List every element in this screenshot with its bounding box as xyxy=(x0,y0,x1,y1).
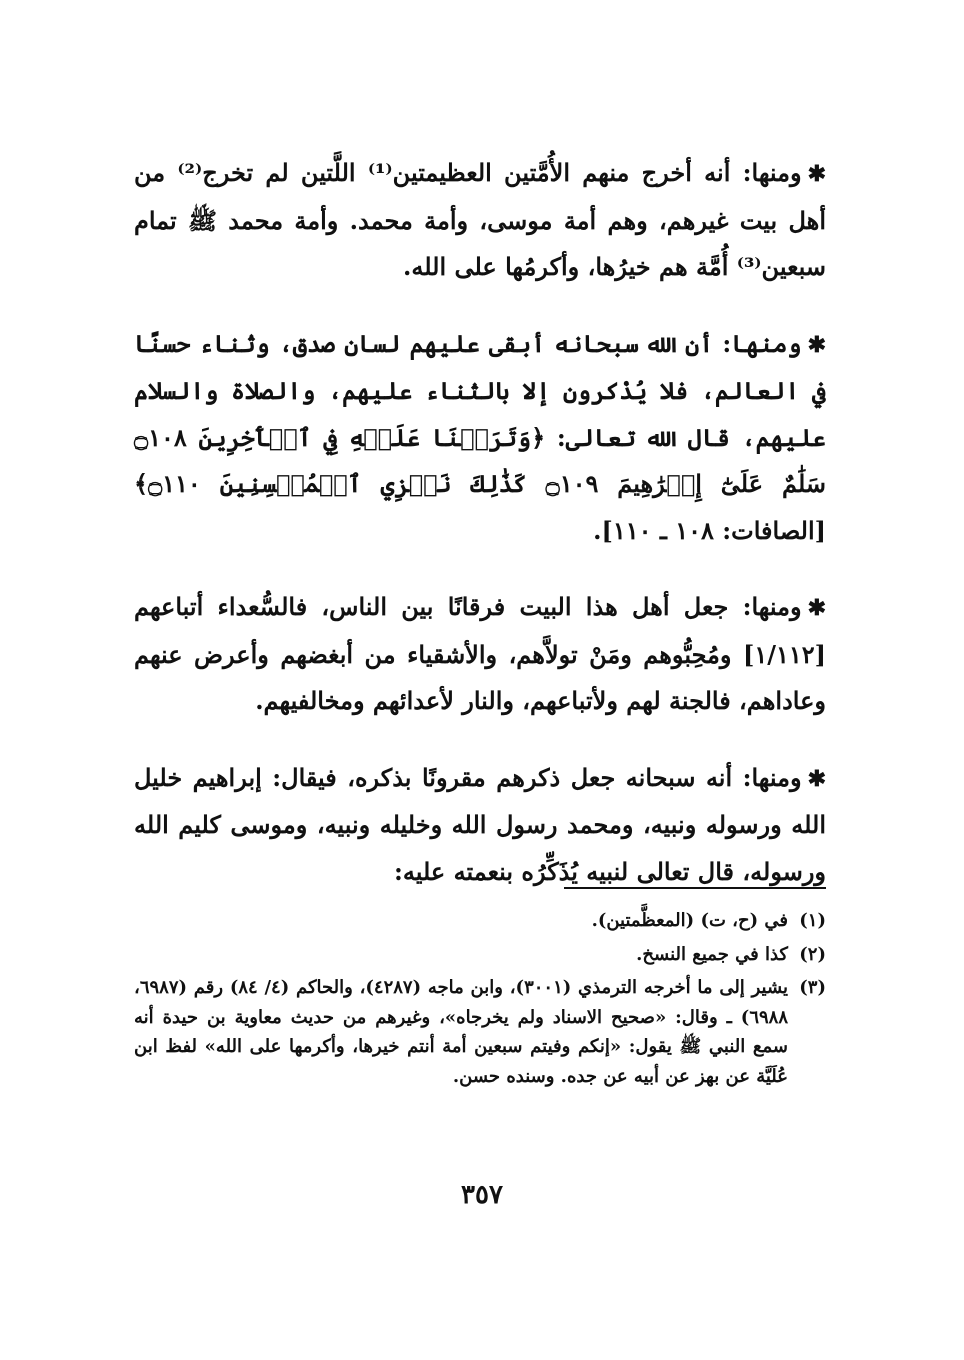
asterisk-marker-icon: ✱ xyxy=(807,765,826,792)
footnote-text: كذا في جميع النسخ. xyxy=(636,943,788,965)
footnote-text: يشير إلى ما أخرجه الترمذي (٣٠٠١)، وابن ماجه (٤٢٨٧)، والحاكم (٤/ ٨٤) رقم (٦٩٨٧، ٦٩٨٨) ـ وقال: «صحيح الاسناد ولم يخرجاه»، وغيرهم من حديث معاوية بن حيدة أنه سمع النبي ﷺ يقول: «إنكم وفيتم سبعين أمة أنتم خيرها، وأكرمها على الله» لفظ ابن عُلَيَّة عن بهز عن أبيه عن جده. وسنده حسن. xyxy=(134,977,789,1087)
paragraph-3 xyxy=(134,584,826,725)
paragraph-4 xyxy=(134,755,826,896)
page-number: ٣٥٧ xyxy=(461,1180,503,1210)
footnotes xyxy=(134,906,826,1095)
footnote-text: في (ح، ت) (المعظَّمتين). xyxy=(591,910,788,931)
paragraph-text: ومنها: أنه أخرج منهم الأُمَّتين العظيمتين⁽¹⁾ اللَّتين لم تخرج⁽²⁾ من أهل بيت غيرهم، وهم أمة موسى، وأمة محمد. وأمة محمد ﷺ تمام سبعين⁽³⁾ أُمَّة هم خيرُها، وأكرمُها على الله. xyxy=(134,158,826,281)
paragraph-text: ومنها: أنه سبحانه جعل ذكرهم مقرونًا بذكره، فيقال: إبراهيم خليل الله ورسوله ونبيه، ومحمد رسول الله وخليله ونبيه، وموسى كليم الله ورسوله، قال تعالى لنبيه يُذَكِّرُه بنعمته عليه: xyxy=(134,762,826,886)
asterisk-marker-icon: ✱ xyxy=(807,595,826,621)
footnote-separator xyxy=(564,887,826,889)
paragraph-text: ومنها: جعل أهل هذا البيت فرقانًا بين الناس، فالسُّعداء أتباعهم [١/١١٢] ومُحِبُّوهم ومَنْ تولاَّهم، والأشقياء من أبغضهم وأعرض عنهم وعاداهم، فالجنة لهم ولأتباعهم، والنار لأعدائهم ومخالفيهم. xyxy=(134,592,826,715)
paragraph-text: ومنها: أن الله سبحانه أبقى عليهم لسان صدق، وثناء حسنًا في العالم، فلا يُذْكرون إلا بالثناء عليهم، والصلاة والسلام عليهم، قال الله تعالى: ﴿وَتَرَكۡنَا عَلَيۡهِ فِي ٱلۡأٓخِرِينَ ۝١٠٨ سَلَٰمٌ عَلَىٰٓ إِبۡرَٰهِيمَ ۝١٠٩ كَذَٰلِكَ نَجۡزِي ٱلۡمُحۡسِنِينَ ۝١١٠﴾ [الصافات: ١٠٨ ـ ١١٠]. xyxy=(134,328,826,545)
footnote-item xyxy=(134,940,826,970)
asterisk-marker-icon: ✱ xyxy=(807,161,827,187)
paragraph-2 xyxy=(134,321,826,555)
footnote-number: (٣) xyxy=(799,977,826,998)
paragraph-1 xyxy=(134,150,826,291)
footnote-number: (٢) xyxy=(799,943,826,965)
footnote-item xyxy=(134,973,826,1091)
footnote-number: (١) xyxy=(799,910,826,931)
footnote-item xyxy=(134,906,826,936)
main-text xyxy=(134,150,826,925)
asterisk-marker-icon: ✱ xyxy=(807,331,826,358)
